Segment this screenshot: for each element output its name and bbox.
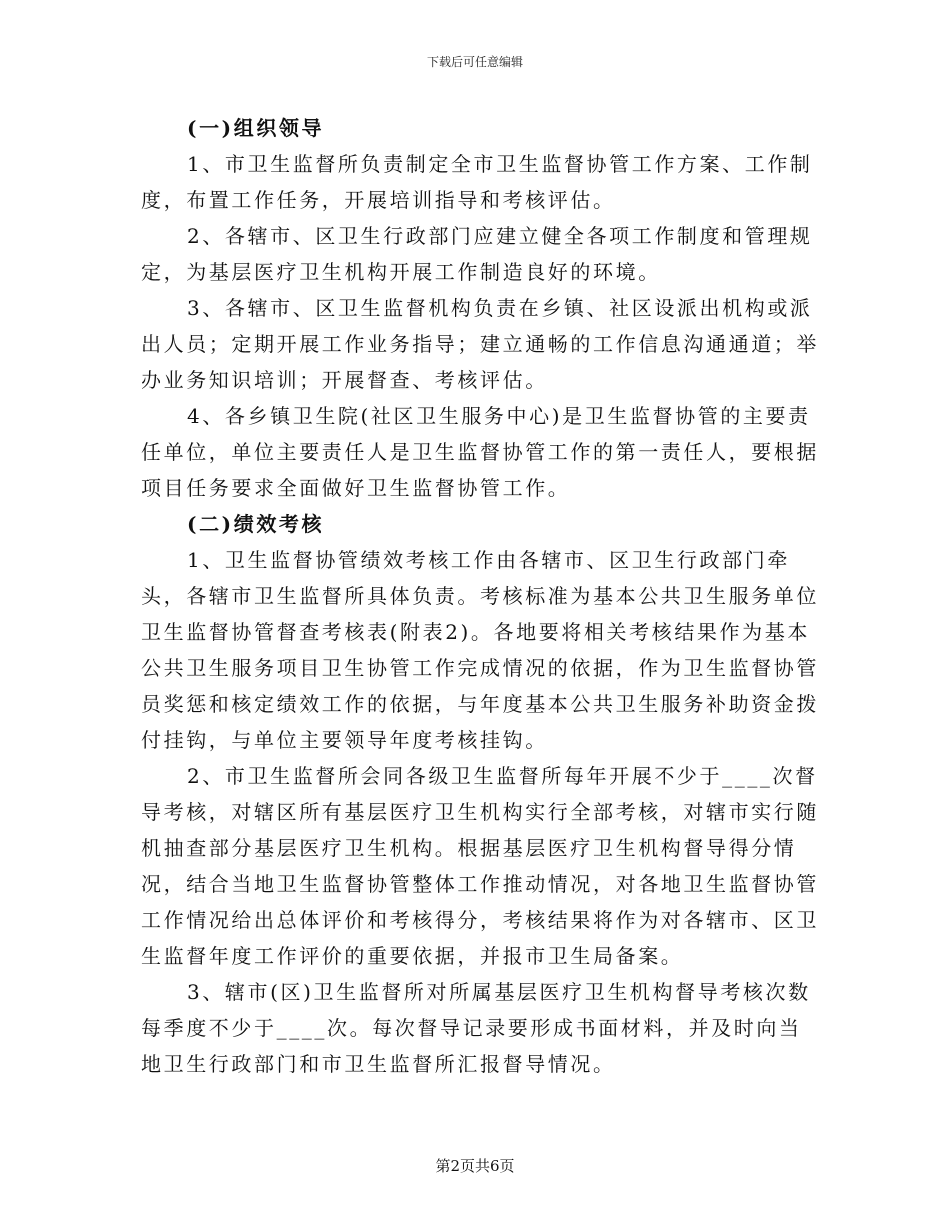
paragraph: 1、市卫生监督所负责制定全市卫生监督协管工作方案、工作制度，布置工作任务，开展培训指导和考核评估。 bbox=[141, 152, 813, 212]
section-heading-performance: (二)绩效考核 bbox=[187, 512, 325, 536]
section-heading-org: (一)组织领导 bbox=[187, 116, 325, 140]
paragraph: 4、各乡镇卫生院(社区卫生服务中心)是卫生监督协管的主要责任单位，单位主要责任人是卫生监督协管工作的第一责任人，要根据项目任务要求全面做好卫生监督协管工作。 bbox=[141, 404, 819, 500]
page-number: 第2页共6页 bbox=[435, 1157, 515, 1175]
document-body bbox=[141, 110, 821, 1082]
paragraph: 2、市卫生监督所会同各级卫生监督所每年开展不少于____次督导考核，对辖区所有基层医疗卫生机构实行全部考核，对辖市实行随机抽查部分基层医疗卫生机构。根据基层医疗卫生机构督导得分情况，结合当地卫生监督协管整体工作推动情况，对各地卫生监督协管工作情况给出总体评价和考核得分，考核结果将作为对各辖市、区卫生监督年度工作评价的重要依据，并报市卫生局备案。 bbox=[141, 764, 819, 968]
header-note: 下载后可任意编辑 bbox=[426, 55, 523, 69]
paragraph: 1、卫生监督协管绩效考核工作由各辖市、区卫生行政部门牵头，各辖市卫生监督所具体负责。考核标准为基本公共卫生服务单位卫生监督协管督查考核表(附表2)。各地要将相关考核结果作为基本公共卫生服务项目卫生协管工作完成情况的依据，作为卫生监督协管员奖惩和核定绩效工作的依据，与年度基本公共卫生服务补助资金拨付挂钩，与单位主要领导年度考核挂钩。 bbox=[141, 548, 819, 752]
paragraph: 3、辖市(区)卫生监督所对所属基层医疗卫生机构督导考核次数每季度不少于____次。每次督导记录要形成书面材料，并及时向当地卫生行政部门和市卫生监督所汇报督导情况。 bbox=[141, 980, 811, 1076]
paragraph: 2、各辖市、区卫生行政部门应建立健全各项工作制度和管理规定，为基层医疗卫生机构开展工作制造良好的环境。 bbox=[141, 224, 813, 284]
paragraph: 3、各辖市、区卫生监督机构负责在乡镇、社区设派出机构或派出人员；定期开展工作业务指导；建立通畅的工作信息沟通通道；举办业务知识培训；开展督查、考核评估。 bbox=[141, 296, 819, 392]
